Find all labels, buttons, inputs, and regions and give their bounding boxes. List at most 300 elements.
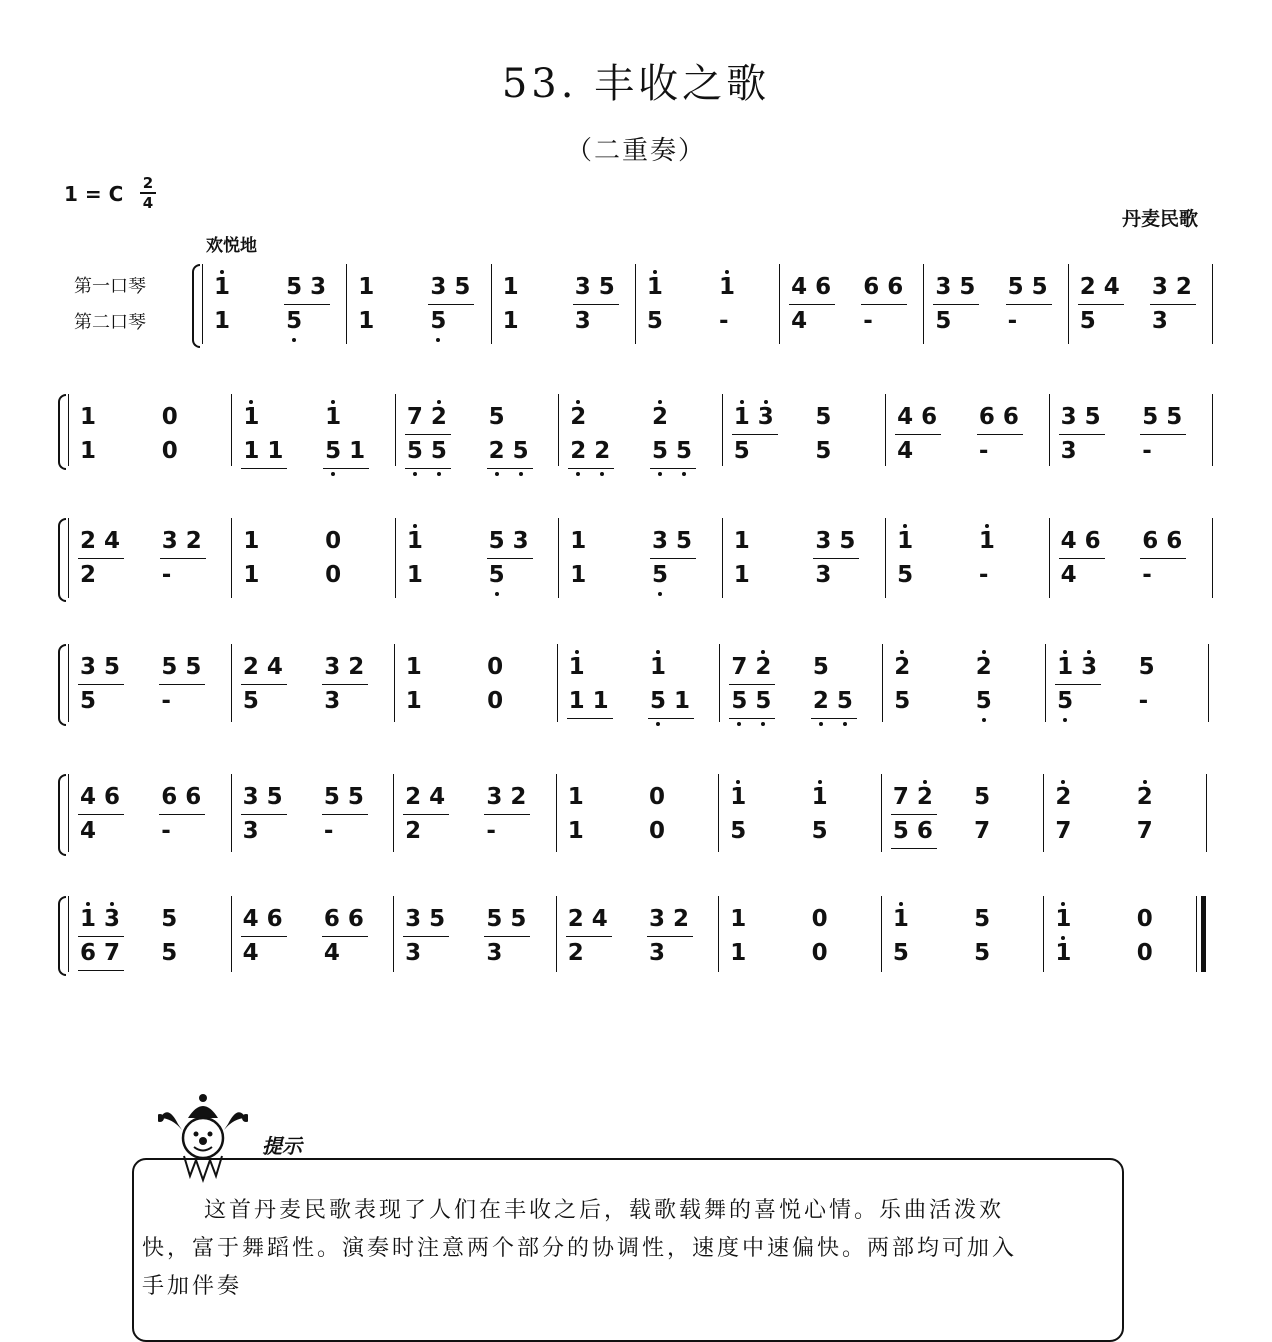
eighth-beam [1140, 558, 1186, 559]
note: 5 [185, 654, 202, 680]
note: 5 [731, 688, 748, 714]
note: 5 [836, 688, 853, 714]
note: 5 [286, 274, 303, 300]
eighth-beam [933, 304, 979, 305]
barline [635, 264, 636, 344]
system-bracket [192, 264, 200, 348]
eighth-beam [405, 434, 451, 435]
octave-up-dot [899, 902, 903, 906]
note: 5 [974, 906, 991, 932]
note: 5 [812, 654, 829, 680]
eighth-beam [891, 814, 937, 815]
note: 5 [1142, 404, 1159, 430]
tip-text [142, 1192, 1112, 1306]
eighth-beam [78, 936, 124, 937]
barline [346, 264, 347, 344]
system-start-barline [68, 774, 69, 852]
note: 5 [839, 528, 856, 554]
octave-up-dot [110, 902, 114, 906]
barline [395, 518, 396, 598]
barline [1212, 394, 1213, 466]
barline [923, 264, 924, 344]
note: 0 [325, 562, 342, 588]
note: 1 [80, 438, 97, 464]
eighth-beam [403, 936, 449, 937]
note: 1 [646, 274, 663, 300]
note: 1 [214, 308, 231, 334]
system-bracket [58, 774, 66, 856]
note: 5 [1031, 274, 1048, 300]
note: 5 [161, 654, 178, 680]
note: 1 [570, 562, 587, 588]
octave-up-dot [818, 780, 822, 784]
note: 5 [161, 940, 178, 966]
note: 5 [104, 654, 121, 680]
barline [1045, 644, 1046, 722]
note: 6 [347, 906, 364, 932]
barline [231, 896, 232, 972]
note: 5 [811, 818, 828, 844]
barline [491, 264, 492, 344]
note: 3 [310, 274, 327, 300]
octave-down-dot [682, 472, 686, 476]
note: 5 [1084, 404, 1101, 430]
note: 1 [568, 654, 585, 680]
eighth-beam [78, 684, 124, 685]
note: 6 [1166, 528, 1183, 554]
eighth-beam [891, 848, 937, 849]
barline [558, 518, 559, 598]
barline [885, 394, 886, 466]
note: 6 [887, 274, 904, 300]
note: - [1142, 438, 1152, 464]
note: 2 [570, 404, 587, 430]
note: 5 [974, 940, 991, 966]
octave-up-dot [764, 400, 768, 404]
note: 3 [430, 274, 447, 300]
system-start-barline [68, 896, 69, 972]
octave-down-dot [413, 472, 417, 476]
eighth-beam [284, 304, 330, 305]
note: 5 [755, 688, 772, 714]
barline [881, 774, 882, 852]
note: 4 [80, 818, 97, 844]
note: - [161, 818, 171, 844]
note: 1 [349, 438, 366, 464]
octave-down-dot [437, 472, 441, 476]
barline [1212, 264, 1213, 344]
barline [556, 774, 557, 852]
system-start-barline [202, 264, 203, 344]
note: 5 [488, 562, 505, 588]
system-start-barline [68, 644, 69, 722]
note: 3 [1060, 404, 1077, 430]
note: 1 [730, 906, 747, 932]
note: 1 [358, 308, 375, 334]
note: 0 [487, 654, 504, 680]
note: 1 [592, 688, 609, 714]
note: 1 [80, 906, 97, 932]
note: 3 [1060, 438, 1077, 464]
note: 3 [486, 784, 503, 810]
note: 2 [812, 688, 829, 714]
note: 5 [1166, 404, 1183, 430]
eighth-beam [487, 558, 533, 559]
note: 3 [574, 308, 591, 334]
eighth-beam [732, 434, 778, 435]
note: 3 [935, 274, 952, 300]
note: 1 [405, 654, 422, 680]
note: 7 [1136, 818, 1153, 844]
octave-up-dot [653, 270, 657, 274]
octave-down-dot [495, 592, 499, 596]
note: 5 [652, 438, 669, 464]
note: 2 [1175, 274, 1192, 300]
note: 2 [80, 528, 97, 554]
eighth-beam [977, 434, 1023, 435]
note: 5 [676, 438, 693, 464]
final-barline [1201, 896, 1206, 972]
note: 0 [649, 784, 666, 810]
eighth-beam [1150, 304, 1196, 305]
barline [1068, 264, 1069, 344]
time-signature [138, 174, 158, 212]
note: 6 [161, 784, 178, 810]
note: 5 [325, 438, 342, 464]
note: 3 [757, 404, 774, 430]
note: 2 [510, 784, 527, 810]
octave-up-dot [437, 400, 441, 404]
note: 1 [567, 818, 584, 844]
system-bracket [58, 394, 66, 470]
note: 7 [406, 404, 423, 430]
eighth-beam [1078, 304, 1124, 305]
note: 4 [1060, 528, 1077, 554]
barline [231, 394, 232, 466]
eighth-beam [1006, 304, 1052, 305]
barline [1208, 644, 1209, 722]
barline [393, 774, 394, 852]
system-bracket [58, 518, 66, 602]
note: 1 [730, 940, 747, 966]
octave-down-dot [576, 472, 580, 476]
note: 1 [568, 688, 585, 714]
note: 5 [512, 438, 529, 464]
note: 2 [488, 438, 505, 464]
note: 1 [80, 404, 97, 430]
note: - [161, 688, 171, 714]
note: 2 [430, 404, 447, 430]
key-signature: 1 = C [64, 182, 124, 206]
note: 2 [570, 438, 587, 464]
note: 1 [674, 688, 691, 714]
tip-text-line-1: 这首丹麦民歌表现了人们在丰收之后，载歌载舞的喜悦心情。乐曲活泼欢 [204, 1198, 1005, 1223]
barline [885, 518, 886, 598]
note: 6 [921, 404, 938, 430]
octave-down-dot [819, 722, 823, 726]
note: 4 [80, 784, 97, 810]
system-bracket [58, 644, 66, 726]
system-start-barline [68, 394, 69, 466]
tip-label: 提示 [262, 1134, 302, 1158]
eighth-beam [647, 936, 693, 937]
barline [718, 774, 719, 852]
barline [722, 394, 723, 466]
note: 5 [974, 784, 991, 810]
eighth-beam [241, 468, 287, 469]
note: 7 [892, 784, 909, 810]
note: 7 [104, 940, 121, 966]
eighth-beam [160, 558, 206, 559]
note: 3 [652, 528, 669, 554]
note: 2 [594, 438, 611, 464]
eighth-beam [159, 684, 205, 685]
note: 5 [486, 906, 503, 932]
octave-down-dot [843, 722, 847, 726]
note: 5 [892, 940, 909, 966]
eighth-beam [811, 718, 857, 719]
note: 4 [897, 438, 914, 464]
octave-down-dot [331, 472, 335, 476]
note: - [1142, 562, 1152, 588]
note: 5 [815, 438, 832, 464]
eighth-beam [1055, 684, 1101, 685]
note: 2 [185, 528, 202, 554]
eighth-beam [241, 684, 287, 685]
note: 4 [242, 940, 259, 966]
note: 3 [324, 654, 341, 680]
note: 0 [161, 404, 178, 430]
note: 0 [161, 438, 178, 464]
note: 2 [405, 818, 422, 844]
note: 5 [959, 274, 976, 300]
note: 4 [266, 654, 283, 680]
note: 5 [488, 404, 505, 430]
eighth-beam [1140, 434, 1186, 435]
note: 2 [80, 562, 97, 588]
note: 1 [733, 528, 750, 554]
note: 1 [730, 784, 747, 810]
eighth-beam [861, 304, 907, 305]
octave-down-dot [292, 338, 296, 342]
note: 0 [325, 528, 342, 554]
note: 5 [454, 274, 471, 300]
note: 3 [242, 784, 259, 810]
note: - [978, 562, 989, 588]
eighth-beam [648, 718, 694, 719]
note: 6 [978, 404, 995, 430]
note: 6 [323, 906, 340, 932]
note: 5 [80, 688, 97, 714]
note: 0 [649, 818, 666, 844]
note: 3 [104, 906, 121, 932]
eighth-beam [428, 304, 474, 305]
note: - [863, 308, 873, 334]
note: 1 [405, 688, 422, 714]
note: 6 [815, 274, 832, 300]
note: 1 [897, 528, 914, 554]
barline [882, 644, 883, 722]
eighth-beam [895, 434, 941, 435]
octave-up-dot [982, 650, 986, 654]
note: 0 [811, 906, 828, 932]
note: 3 [1151, 308, 1168, 334]
eighth-beam [729, 684, 775, 685]
song-title: 53. 丰收之歌 [501, 61, 771, 107]
note: 2 [652, 404, 669, 430]
note: 4 [1103, 274, 1120, 300]
octave-down-dot [600, 472, 604, 476]
note: 1 [733, 562, 750, 588]
note: 5 [730, 818, 747, 844]
note: 5 [488, 528, 505, 554]
eighth-beam [159, 814, 205, 815]
eighth-beam [78, 814, 124, 815]
barline [558, 394, 559, 466]
note: 5 [161, 906, 178, 932]
note: 1 [325, 404, 342, 430]
eighth-beam [78, 970, 124, 971]
eighth-beam [322, 936, 368, 937]
eighth-beam [1059, 558, 1105, 559]
eighth-beam [650, 468, 696, 469]
octave-up-dot [413, 524, 417, 528]
note: 2 [894, 654, 911, 680]
note: 1 [567, 784, 584, 810]
note: 5 [650, 688, 667, 714]
note: 3 [405, 906, 422, 932]
note: 2 [405, 784, 422, 810]
note: 3 [512, 528, 529, 554]
octave-down-dot [658, 472, 662, 476]
note: 3 [649, 940, 666, 966]
octave-down-dot [519, 472, 523, 476]
tip-text-line-2: 快，富于舞蹈性。演奏时注意两个部分的协调性，速度中速偏快。两部均可加入 [142, 1236, 1018, 1261]
song-subtitle: （二重奏） [565, 136, 706, 166]
note: 3 [649, 906, 666, 932]
note: 2 [242, 654, 259, 680]
note: 3 [161, 528, 178, 554]
note: 1 [502, 308, 519, 334]
note: 5 [286, 308, 303, 334]
note: 1 [978, 528, 995, 554]
eighth-beam [573, 304, 619, 305]
note: 2 [1079, 274, 1096, 300]
note: 3 [574, 274, 591, 300]
barline [395, 394, 396, 466]
barline [557, 644, 558, 722]
note: 6 [916, 818, 933, 844]
note: 5 [323, 784, 340, 810]
note: 1 [243, 528, 260, 554]
octave-up-dot [658, 400, 662, 404]
note: 3 [486, 940, 503, 966]
note: 4 [897, 404, 914, 430]
note: 0 [1136, 906, 1153, 932]
note: 3 [1081, 654, 1098, 680]
note: 1 [243, 438, 260, 464]
barline [1049, 394, 1050, 466]
eighth-beam [729, 718, 775, 719]
note: 1 [267, 438, 284, 464]
note: 2 [975, 654, 992, 680]
note: 5 [894, 688, 911, 714]
note: 1 [1055, 940, 1072, 966]
note: 0 [1136, 940, 1153, 966]
note: 3 [80, 654, 97, 680]
note: 6 [80, 940, 97, 966]
note: 5 [598, 274, 615, 300]
octave-down-dot [737, 722, 741, 726]
note: 1 [719, 274, 736, 300]
octave-down-dot [658, 592, 662, 596]
note: 5 [1057, 688, 1074, 714]
barline [231, 644, 232, 722]
note: 2 [916, 784, 933, 810]
note: 7 [1055, 818, 1072, 844]
barline [1043, 896, 1044, 972]
system-bracket [58, 896, 66, 976]
eighth-beam [322, 814, 368, 815]
note: - [1007, 308, 1018, 334]
note: - [1138, 688, 1149, 714]
time-signature-bottom: 4 [142, 194, 154, 212]
barline [231, 774, 232, 852]
note: 5 [430, 438, 447, 464]
octave-down-dot [982, 718, 986, 722]
note: 4 [429, 784, 446, 810]
time-signature-top: 2 [142, 174, 154, 192]
note: 5 [510, 906, 527, 932]
note: 6 [863, 274, 880, 300]
note: 1 [243, 562, 260, 588]
note: 6 [1142, 528, 1159, 554]
barline [1043, 774, 1044, 852]
note: 6 [1002, 404, 1019, 430]
note: 3 [405, 940, 422, 966]
note: 1 [650, 654, 667, 680]
barline [881, 896, 882, 972]
octave-up-dot [923, 780, 927, 784]
note: 2 [567, 940, 584, 966]
barline [1212, 518, 1213, 598]
note: 1 [733, 404, 750, 430]
octave-up-dot [725, 270, 729, 274]
note: 2 [567, 906, 584, 932]
eighth-beam [566, 936, 612, 937]
note: 1 [892, 906, 909, 932]
barline [718, 896, 719, 972]
eighth-beam [322, 684, 368, 685]
octave-up-dot [656, 650, 660, 654]
note: 5 [429, 906, 446, 932]
barline [393, 896, 394, 972]
note: 3 [815, 562, 832, 588]
note: 5 [646, 308, 663, 334]
note: 5 [1007, 274, 1024, 300]
note: 1 [214, 274, 231, 300]
note: 4 [323, 940, 340, 966]
note: 2 [348, 654, 365, 680]
note: 4 [591, 906, 608, 932]
note: 5 [266, 784, 283, 810]
note: 5 [733, 438, 750, 464]
note: 2 [1136, 784, 1153, 810]
note: 1 [502, 274, 519, 300]
note: 5 [347, 784, 364, 810]
note: 0 [811, 940, 828, 966]
note: 1 [406, 528, 423, 554]
